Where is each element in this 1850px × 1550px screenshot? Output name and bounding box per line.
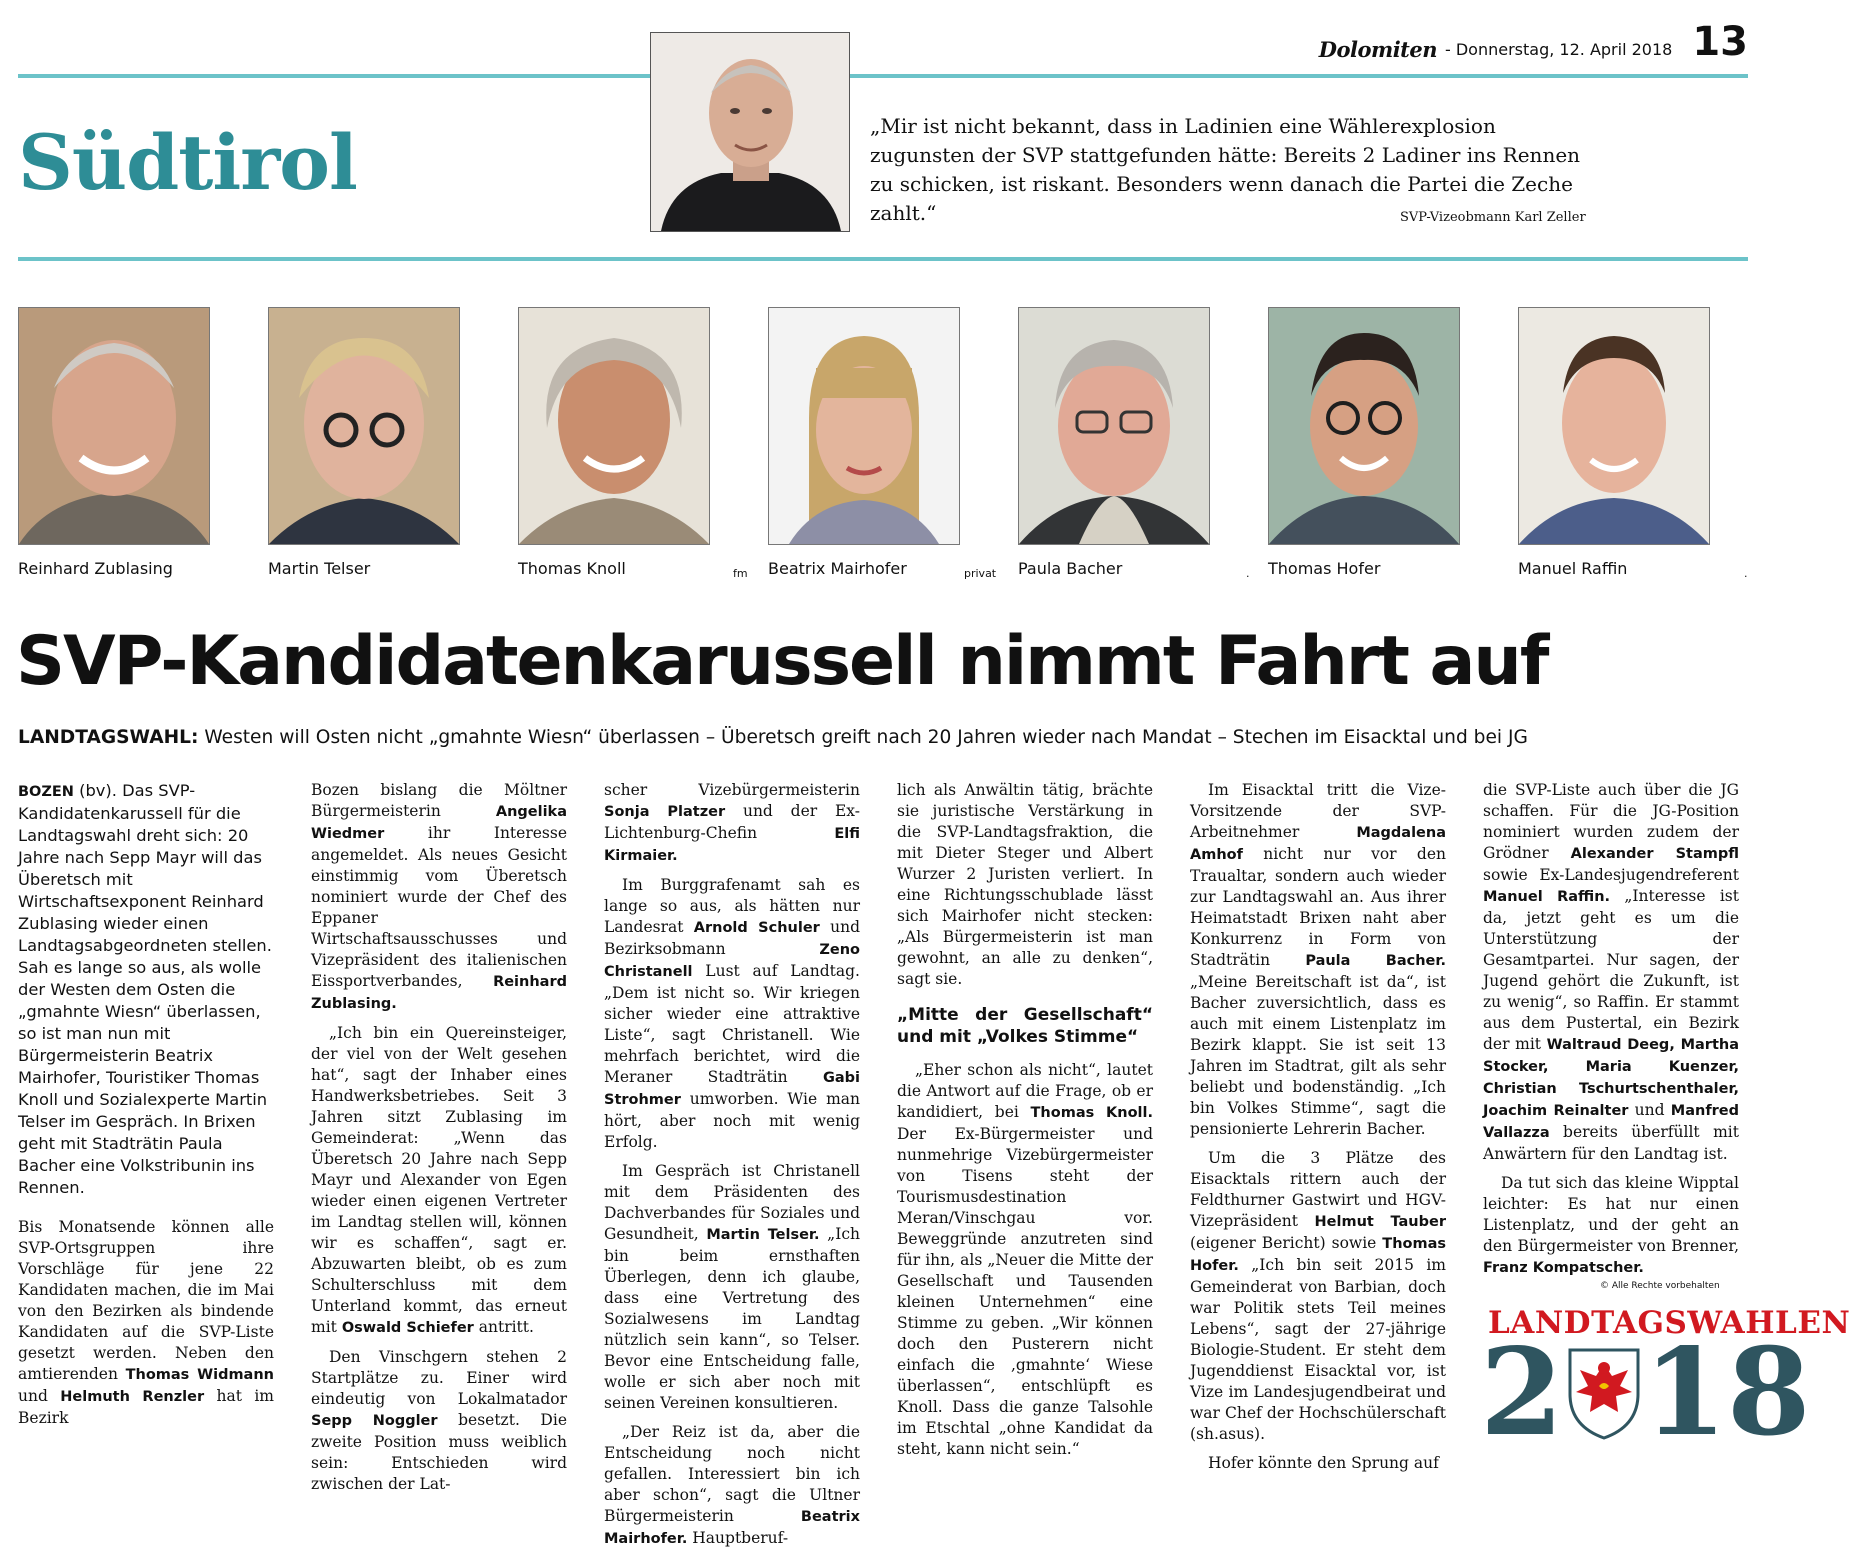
candidate-card — [768, 307, 958, 578]
masthead-date: - Donnerstag, 12. April 2018 — [1445, 40, 1673, 59]
candidate-photo — [1268, 307, 1460, 545]
paragraph: „Eher schon als nicht“, lautet die Antwort auf die Frage, ob er kandidiert, bei Thomas Knoll. Der Ex-Bürgermeister und nunmehrige Vizebürgermeister von Tisens steht der Tourismusdestination Meran/Vinschgau vor. Beweggründe anzutreten sind für ihn, als „Neuer die Mitte der Gesellschaft und Tausenden kleinen Unternehmen“ eine Stimme zu geben. „Wir können doch den Pusterern nicht einfach die ‚gmahnte‘ Wiese überlassen“, entschlüpft es Knoll. Dass die ganze Talsohle im Etschtal „ohne Kandidat da steht, kann nicht sein.“ — [897, 1061, 1153, 1458]
page-number: 13 — [1692, 19, 1748, 65]
subheadline — [18, 727, 1528, 748]
candidate-card — [1518, 307, 1708, 578]
photo-credit: . — [1246, 567, 1250, 580]
dateline: BOZEN — [18, 784, 74, 800]
paragraph: Um die 3 Plätze des Eisacktals rittern auch der Feldthurner Gastwirt und HGV-Vizepräsident Helmut Tauber (eigener Bericht) sowie Thomas Hofer. „Ich bin seit 2015 im Gemeinderat von Barbian, doch war Politik stets Teil meines Lebens“, sagt der 27-jährige Biologie-Student. Er steht dem Jugenddienst Eisacktal vor, ist Vize im Landesjugendbeirat und war Chef der Hochschülerschaft (sh.asus). — [1190, 1149, 1446, 1443]
candidate-name: Paula Bacher — [1018, 559, 1123, 578]
paragraph: Bis Monatsende können alle SVP-Ortsgruppen ihre Vorschläge für jene 22 Kandidaten machen, die im Mai von den Bezirken als bindende Kandidaten auf die SVP-Liste gesetzt werden. Neben den amtierenden Thomas Widmann und Helmuth Renzler hat im Bezirk — [18, 1218, 274, 1427]
candidate-name: Martin Telser — [268, 559, 371, 578]
paragraph: lich als Anwältin tätig, brächte sie juristische Verstärkung in die SVP-Landtagsfraktion, die mit Dieter Steger und Albert Wurzer 2 Juristen verliert. In eine Richtungsschublade lässt sich Mairhofer nicht stecken: „Als Bürgermeisterin ist man gewohnt, an alle zu denken“, sagt sie. — [897, 781, 1153, 988]
election-logo-title: LANDTAGSWAHLEN — [1488, 1305, 1850, 1341]
candidate-card — [1268, 307, 1458, 578]
paragraph: scher Vizebürgermeisterin Sonja Platzer und der Ex-Lichtenburg-Chefin Elfi Kirmaier. — [604, 781, 860, 864]
paragraph: Bozen bislang die Möltner Bürgermeisterin Angelika Wiedmer ihr Interesse angemeldet. Als neues Gesicht einstimmig vom Überetsch nominiert wurde der Chef des Eppaner Wirtschaftsausschusses und Vizepräsident des italienischen Eissportverbandes, Reinhard Zublasing. — [311, 781, 567, 1012]
paragraph: Im Eisacktal tritt die Vize-Vorsitzende der SVP-Arbeitnehmer Magdalena Amhof nicht nur vor den Traualtar, sondern auch wieder zur Landtagswahl an. Aus ihrer Heimatstadt Brixen naht aber Konkurrenz in Form von Stadträtin Paula Bacher. „Meine Bereitschaft ist da“, ist Bacher zuversichtlich, dass es auch mit einem Listenplatz im Bezirk klappt. Sie ist seit 13 Jahren im Stadtrat, gilt als sehr beliebt und bodenständig. „Ich bin Volkes Stimme“, sagt die pensionierte Lehrerin Bacher. — [1190, 781, 1446, 1138]
candidate-photo — [18, 307, 210, 545]
candidate-name: Reinhard Zublasing — [18, 559, 173, 578]
candidate-card — [518, 307, 708, 578]
masthead-paper-name: Dolomiten — [1318, 37, 1437, 62]
candidate-card — [18, 307, 208, 578]
paragraph: Hofer könnte den Sprung auf — [1208, 1454, 1439, 1472]
candidate-name: Manuel Raffin — [1518, 559, 1628, 578]
paragraph: Im Gespräch ist Christanell mit dem Präsidenten des Dachverbandes für Soziales und Gesundheit, Martin Telser. „Ich bin beim ernsthaften Überlegen, denn ich glaube, dass eine Vertretung des Sozialwesens im Landtag nützlich sein kann“, so Telser. Bevor eine Entscheidung falle, wolle er sich aber noch mit seinen Vereinen konsultieren. — [604, 1162, 861, 1412]
candidate-photo — [1018, 307, 1210, 545]
quote-text: „Mir ist nicht bekannt, dass in Ladinien eine Wählerexplosion zugunsten der SVP stattgefunden hätte: Bereits 2 Ladiner ins Rennen zu schicken, ist riskant. Besonders wenn danach die Partei die Zeche zahlt.“ — [870, 114, 1581, 225]
headline: SVP-Kandidatenkarussell nimmt Fahrt auf — [16, 622, 1548, 701]
candidate-name: Beatrix Mairhofer — [768, 559, 907, 578]
candidate-photo — [268, 307, 460, 545]
candidate-name: Thomas Knoll — [518, 559, 626, 578]
article-column-2 — [311, 780, 567, 1495]
header-bottom-rule — [18, 257, 1748, 261]
candidate-photo — [768, 307, 960, 545]
candidate-name: Thomas Hofer — [1268, 559, 1381, 578]
article-column-3 — [604, 780, 860, 1550]
top-rule — [18, 74, 1748, 78]
subhead-kicker: LANDTAGSWAHL: — [18, 727, 199, 748]
paragraph: Im Burggrafenamt sah es lange so aus, als hätten nur Landesrat Arnold Schuler und Bezirksobmann Zeno Christanell Lust auf Landtag. „Dem ist nicht so. Wir kriegen sicher wieder eine attraktive Liste“, sagt Christanell. Wie mehrfach berichtet, wird die Meraner Stadträtin Gabi Strohmer umworben. Wie man hört, aber noch mit wenig Erfolg. — [604, 876, 860, 1151]
candidate-card — [1018, 307, 1208, 578]
paragraph: Den Vinschgern stehen 2 Startplätze zu. Einer wird eindeutig von Lokalmatador Sepp Noggler besetzt. Die zweite Position muss weiblich sein: Entschieden wird zwischen der Lat- — [311, 1348, 567, 1493]
article-column-4 — [897, 780, 1153, 1460]
masthead — [1318, 19, 1748, 65]
candidate-photo — [518, 307, 710, 545]
photo-credit: privat — [964, 567, 997, 580]
article-subheading: „Mitte der Gesellschaft“ und mit „Volkes Stimme“ — [897, 1005, 1153, 1047]
photo-credit: fm — [733, 567, 748, 580]
paragraph: „Ich bin ein Quereinsteiger, der viel von der Welt gesehen hat“, sagt der Inhaber eines Handwerksbetriebes. Seit 3 Jahren sitzt Zublasing im Gemeinderat: „Wenn das Überetsch 20 Jahre nach Sepp Mayr und Alexander von Egen wieder einen eigenen Vertreter im Landtag stellen will, können wir es schaffen“, sagt er. Abzuwarten bleibt, ob es zum Schulterschluss mit dem Unterland kommt, das erneut mit Oswald Schiefer antritt. — [311, 1024, 567, 1336]
paragraph: „Der Reiz ist da, aber die Entscheidung noch nicht gefallen. Interessiert bin ich aber schon“, sagt die Ultner Bürgermeisterin Beatrix Mairhofer. Hauptberuf- — [604, 1423, 860, 1547]
paragraph: die SVP-Liste auch über die JG schaffen. Für die JG-Position nominiert wurden zudem der Grödner Alexander Stampfl sowie Ex-Landesjugendreferent Manuel Raffin. „Interesse ist da, jetzt geht es um die Unterstützung der Gesamtpartei. Nur sagen, der Jugend gehört die Zukunft, ist zu wenig“, so Raffin. Er stammt aus dem Pustertal, ein Bezirk der mit Waltraud Deeg, Martha Stocker, Maria Kuenzer, Christian Tschurtschenthaler, Joachim Reinalter und Manfred Vallazza bereits überfüllt mit Anwärtern für den Landtag ist. — [1483, 781, 1739, 1163]
logo-year-digits: 18 — [1643, 1322, 1811, 1463]
paragraph: Da tut sich das kleine Wipptal leichter: Es hat nur einen Listenplatz, und der geht an den Bürgermeister von Brenner, Franz Kompatscher. — [1483, 1174, 1739, 1276]
quote-source: SVP-Vizeobmann Karl Zeller — [1400, 210, 1586, 225]
logo-year-digit: 2 — [1480, 1322, 1564, 1463]
candidate-card — [268, 307, 458, 578]
candidate-photo — [1518, 307, 1710, 545]
photo-credit: . — [1744, 567, 1748, 580]
copyright-note: © Alle Rechte vorbehalten — [1600, 1281, 1720, 1291]
election-logo-year — [1480, 1322, 1811, 1463]
quote-portrait — [650, 32, 850, 232]
article-column-5 — [1190, 780, 1446, 1474]
article-column-1 — [18, 780, 274, 1429]
subhead-text: Westen will Osten nicht „gmahnte Wiesn“ überlassen – Überetsch greift nach 20 Jahren wieder nach Mandat – Stechen im Eisacktal und bei JG — [198, 727, 1528, 748]
section-title: Südtirol — [18, 118, 357, 207]
south-tyrol-eagle-shield-icon — [1566, 1346, 1642, 1440]
article-lead: BOZEN (bv). Das SVP-Kandidatenkarussell für die Landtagswahl dreht sich: 20 Jahre nach Sepp Mayr will das Überetsch mit Wirtschaftsexponent Reinhard Zublasing wieder einen Landtagsabgeordneten stellen. Sah es lange so aus, als wolle der Westen dem Osten die „gmahnte Wiesn“ überlassen, so ist man nun mit Bürgermeisterin Beatrix Mairhofer, Touristiker Thomas Knoll und Sozialexperte Martin Telser im Gespräch. In Brixen geht mit Stadträtin Paula Bacher eine Volkstribunin ins Rennen. — [18, 781, 272, 1197]
article-column-6 — [1483, 780, 1739, 1279]
